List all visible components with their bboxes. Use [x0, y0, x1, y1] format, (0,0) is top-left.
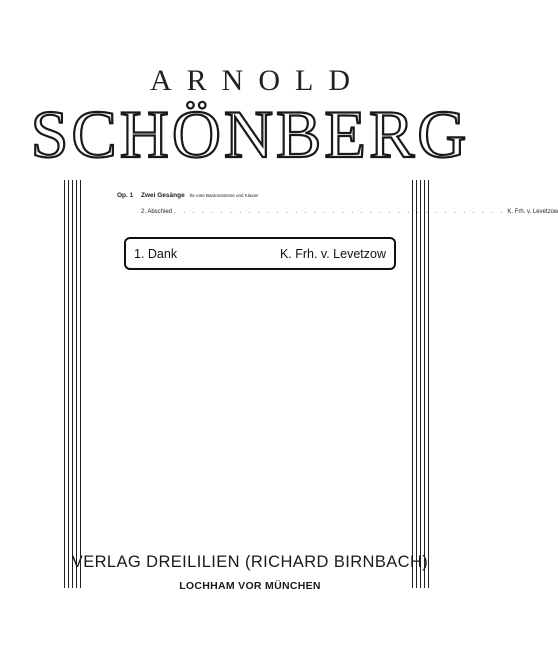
- song-title: 2. Abschied: [141, 209, 173, 215]
- contents-list: [117, 192, 558, 215]
- right-staff-lines: [412, 180, 430, 588]
- composer-last-name: SCHÖNBERG: [30, 96, 470, 172]
- opus-number: Op. 1: [117, 192, 134, 199]
- publisher-name: VERLAG DREILILIEN (RICHARD BIRNBACH): [71, 553, 429, 571]
- song-title: 1. Dank: [134, 246, 178, 261]
- work-subtitle: für eine Baritonstimme und Klavier: [189, 193, 259, 198]
- opus-heading: [117, 192, 397, 199]
- song-poet: K. Frh. v. Levetzow: [507, 209, 558, 215]
- leader-dots: . . . . . . . . . . . . . . . . . . . . . . . . . . . . . . . . . . . .: [174, 209, 506, 215]
- song-poet: K. Frh. v. Levetzow: [279, 246, 386, 261]
- song-entry-1-highlight[interactable]: [124, 237, 396, 270]
- composer-first-name: ARNOLD: [150, 64, 365, 97]
- song-entry-2: [117, 209, 558, 215]
- left-staff-lines: [64, 180, 82, 588]
- publisher-location: LOCHHAM VOR MÜNCHEN: [179, 580, 321, 592]
- work-title: Zwei Gesänge: [141, 192, 185, 199]
